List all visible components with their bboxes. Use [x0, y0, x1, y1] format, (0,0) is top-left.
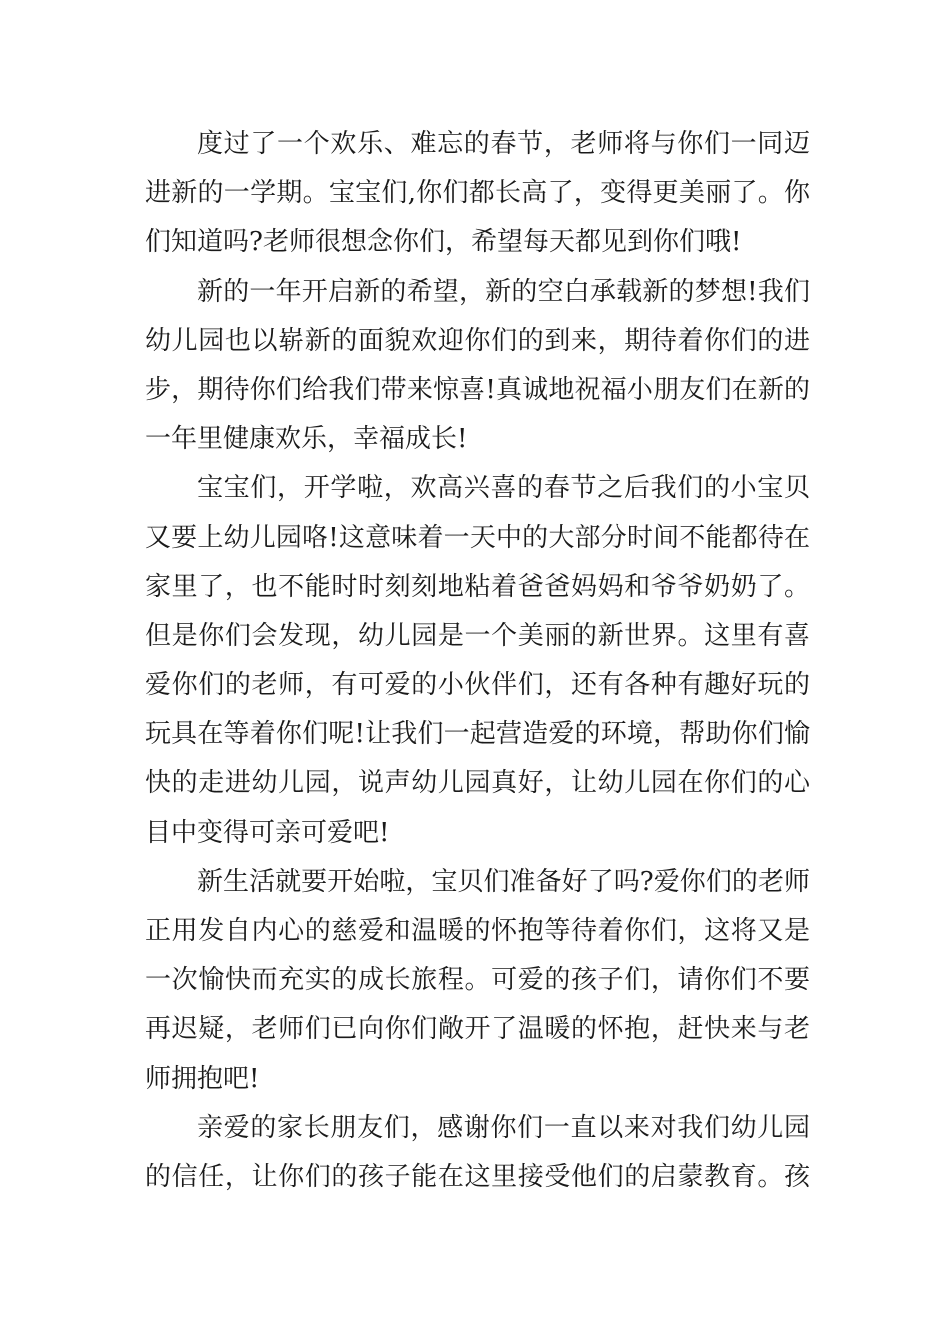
paragraph [145, 120, 810, 268]
text-line: 一次愉快而充实的成长旅程。可爱的孩子们，请你们不要 [145, 965, 810, 996]
text-line: 的信任，让你们的孩子能在这里接受他们的启蒙教育。孩 [145, 1161, 810, 1192]
text-line: 玩具在等着你们呢!让我们一起营造爱的环境，帮助你们愉 [145, 719, 810, 750]
text-line: 宝宝们，开学啦，欢高兴喜的春节之后我们的小宝贝 [197, 473, 810, 504]
text-line: 爱你们的老师，有可爱的小伙伴们，还有各种有趣好玩的 [145, 670, 810, 701]
text-line: 幼儿园也以崭新的面貌欢迎你们的到来，期待着你们的进 [145, 325, 810, 356]
paragraph [145, 1104, 810, 1202]
text-line: 快的走进幼儿园，说声幼儿园真好，让幼儿园在你们的心 [145, 768, 810, 799]
paragraph [145, 858, 810, 1104]
paragraph [145, 268, 810, 465]
text-line: 正用发自内心的慈爱和温暖的怀抱等待着你们，这将又是 [145, 916, 810, 946]
text-line: 但是你们会发现，幼儿园是一个美丽的新世界。这里有喜 [145, 620, 810, 651]
text-line: 再迟疑，老师们已向你们敞开了温暖的怀抱，赶快来与老 [145, 1014, 810, 1045]
text-line: 亲爱的家长朋友们，感谢你们一直以来对我们幼儿园 [197, 1112, 810, 1143]
text-line: 一年里健康欢乐，幸福成长! [145, 424, 468, 455]
text-line: 师拥抱吧! [145, 1063, 260, 1094]
text-line: 们知道吗?老师很想念你们，希望每天都见到你们哦! [145, 227, 742, 258]
text-line: 家里了，也不能时时刻刻地粘着爸爸妈妈和爷爷奶奶了。 [145, 571, 810, 602]
text-line: 新的一年开启新的希望，新的空白承载新的梦想!我们 [197, 276, 810, 307]
text-line: 步，期待你们给我们带来惊喜!真诚地祝福小朋友们在新的 [145, 374, 810, 405]
text-line: 度过了一个欢乐、难忘的春节，老师将与你们一同迈 [197, 129, 810, 159]
text-line: 进新的一学期。宝宝们,你们都长高了，变得更美丽了。你 [145, 178, 810, 209]
text-line: 新生活就要开始啦，宝贝们准备好了吗?爱你们的老师 [197, 866, 810, 897]
paragraph [145, 464, 810, 858]
text-line: 目中变得可亲可爱吧! [145, 817, 390, 848]
document-body [145, 120, 810, 1202]
text-line: 又要上幼儿园咯!这意味着一天中的大部分时间不能都待在 [145, 522, 810, 553]
